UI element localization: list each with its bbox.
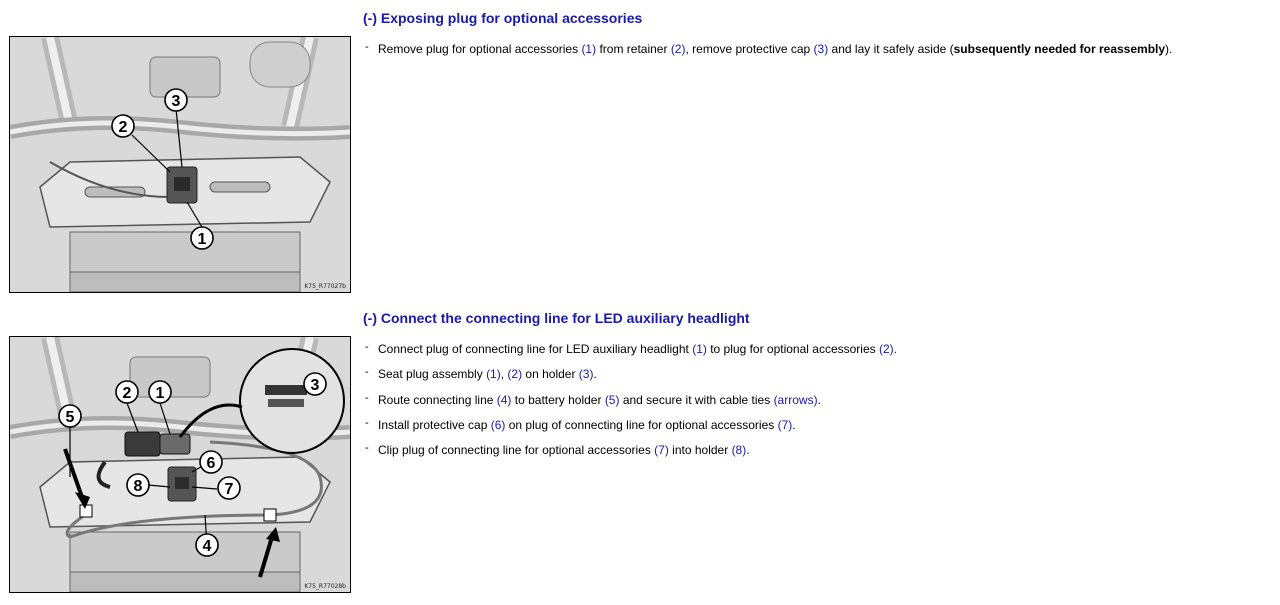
step-text: on plug of connecting line for optional accessories xyxy=(505,417,778,432)
part-reference: (1) xyxy=(692,342,707,356)
step-text: , xyxy=(500,367,508,382)
bullet-marker: - xyxy=(365,442,369,455)
part-reference: (6) xyxy=(490,417,506,432)
step-text: on holder xyxy=(522,367,579,382)
part-reference: (5) xyxy=(604,392,620,407)
callout-8 xyxy=(127,474,149,496)
figure-exposing-plug xyxy=(9,36,351,293)
step-text: Clip plug of connecting line for optional accessories xyxy=(378,443,655,458)
illustration-battery-area xyxy=(10,37,350,292)
step-text: . xyxy=(817,392,821,407)
figure-connect-line xyxy=(9,336,351,593)
step-item xyxy=(363,443,897,458)
step-text: to battery holder xyxy=(511,392,605,407)
svg-text:8: 8 xyxy=(133,478,143,495)
section-heading: (-) Exposing plug for optional accessories xyxy=(363,10,643,26)
step-text: and lay it safely aside ( xyxy=(828,42,954,56)
callout-5 xyxy=(59,405,81,427)
part-reference: (2) xyxy=(670,42,686,56)
callout-3 xyxy=(165,89,187,111)
svg-text:6: 6 xyxy=(206,455,216,472)
part-reference: (8) xyxy=(731,443,747,458)
step-list xyxy=(363,42,1172,67)
callout-1 xyxy=(149,381,171,403)
step-text: Install protective cap xyxy=(378,417,491,432)
step-text: . xyxy=(746,443,750,458)
svg-text:2: 2 xyxy=(118,119,128,136)
step-text: into holder xyxy=(668,443,732,458)
callout-2 xyxy=(116,381,138,403)
callout-3 xyxy=(304,373,326,395)
callout-1 xyxy=(191,227,213,249)
step-item xyxy=(363,342,897,357)
step-list xyxy=(363,342,897,468)
part-reference: (2) xyxy=(878,342,894,356)
step-text: . xyxy=(593,367,597,382)
step-text: , remove protective cap xyxy=(685,42,814,56)
illustration-connecting-line xyxy=(10,337,350,592)
bullet-marker: - xyxy=(365,391,369,404)
svg-text:7: 7 xyxy=(224,481,234,498)
figure-code: K75_R77027b xyxy=(304,283,346,290)
svg-text:1: 1 xyxy=(197,231,207,248)
part-reference: (1) xyxy=(581,42,597,56)
bullet-marker: - xyxy=(365,341,369,353)
step-text: to plug for optional accessories xyxy=(706,342,879,356)
svg-text:4: 4 xyxy=(202,538,212,555)
callout-2 xyxy=(112,115,134,137)
step-text: Route connecting line xyxy=(378,392,497,407)
part-reference: (1) xyxy=(486,367,501,382)
step-text: Seat plug assembly xyxy=(378,367,487,382)
part-reference: (7) xyxy=(777,417,793,432)
step-text: . xyxy=(893,342,897,356)
part-reference: (2) xyxy=(507,367,523,382)
svg-text:1: 1 xyxy=(155,385,165,402)
step-text: and secure it with cable ties xyxy=(619,392,774,407)
callout-4 xyxy=(196,534,218,556)
step-item xyxy=(363,42,1172,57)
emphasis-text: subsequently needed for reassembly xyxy=(953,42,1166,56)
part-reference: (3) xyxy=(578,367,594,382)
step-item xyxy=(363,367,897,382)
step-text: ). xyxy=(1165,42,1173,56)
bullet-marker: - xyxy=(365,416,369,429)
part-reference: (7) xyxy=(654,443,669,458)
figure-code: K75_R77028b xyxy=(304,583,346,590)
step-text: Connect plug of connecting line for LED auxiliary headlight xyxy=(378,342,693,356)
svg-text:3: 3 xyxy=(310,377,320,394)
part-reference: (3) xyxy=(813,42,829,56)
svg-text:2: 2 xyxy=(122,385,132,402)
callout-6 xyxy=(200,451,222,473)
step-item xyxy=(363,393,897,408)
step-text: from retainer xyxy=(596,42,671,56)
section-connect-line xyxy=(0,300,1280,605)
step-text: . xyxy=(792,417,796,432)
svg-text:5: 5 xyxy=(65,409,75,426)
callout-7 xyxy=(218,477,240,499)
section-heading: (-) Connect the connecting line for LED auxiliary headlight xyxy=(363,310,750,326)
section-exposing-plug xyxy=(0,0,1280,300)
bullet-marker: - xyxy=(365,41,369,53)
step-item xyxy=(363,418,897,433)
bullet-marker: - xyxy=(365,366,369,379)
part-reference: (4) xyxy=(496,392,512,407)
step-text: Remove plug for optional accessories xyxy=(378,42,582,56)
part-reference: (arrows) xyxy=(773,392,818,407)
svg-text:3: 3 xyxy=(171,93,181,110)
